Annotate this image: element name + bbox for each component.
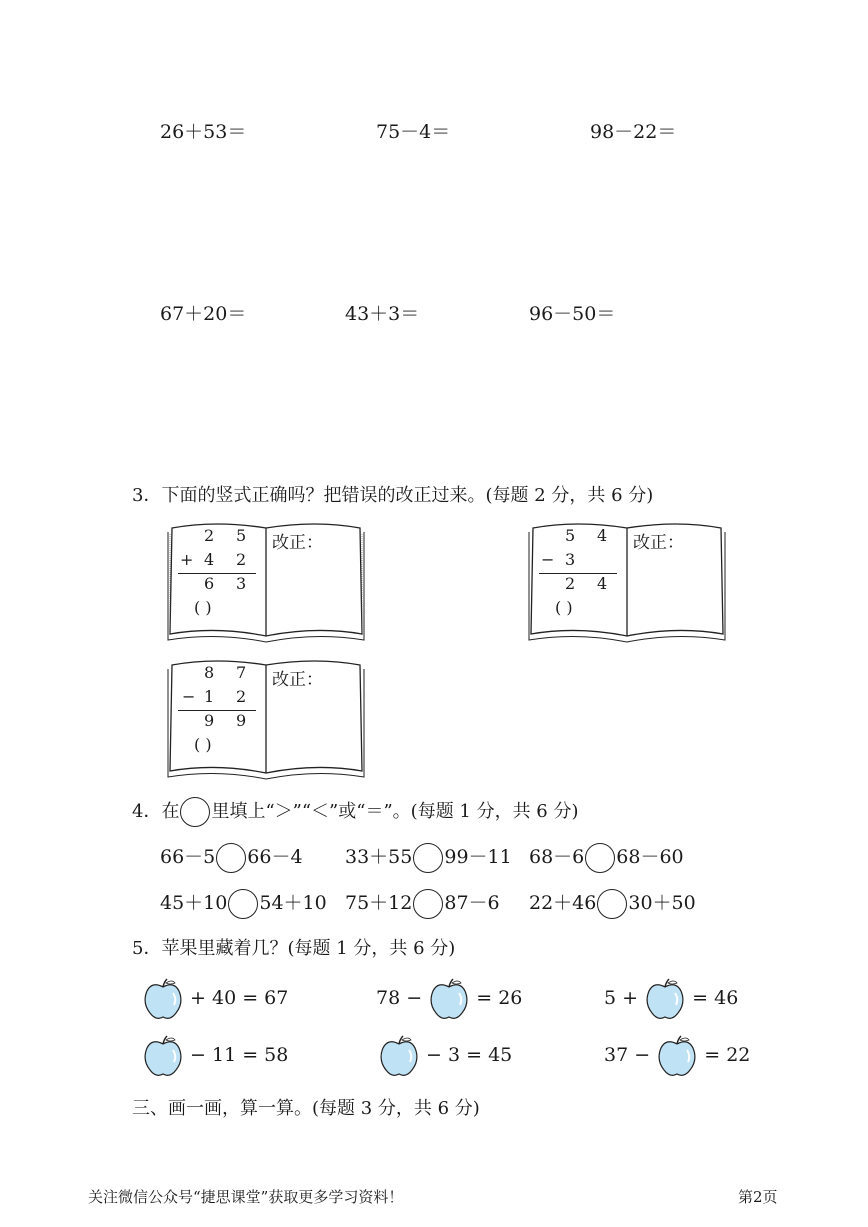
- operator: −: [541, 550, 555, 569]
- compare-left: 68－6: [529, 846, 585, 868]
- digit: 2: [236, 550, 247, 569]
- book-1: [166, 520, 366, 644]
- q3-heading: 3．下面的竖式正确吗？把错误的改正过来。(每题 2 分，共 6 分): [132, 485, 654, 506]
- digit: 7: [236, 663, 247, 682]
- digit: 9: [236, 711, 247, 730]
- q5-heading: 5．苹果里藏着几？(每题 1 分，共 6 分): [132, 938, 456, 959]
- apple-icon[interactable]: [428, 977, 470, 1021]
- equation-2: 75－4＝: [376, 121, 451, 143]
- digit: 3: [236, 574, 247, 593]
- equation-4: 67＋20＝: [160, 303, 247, 325]
- compare-circle[interactable]: [597, 889, 627, 919]
- compare-right: 54＋10: [259, 892, 327, 914]
- compare-circle[interactable]: [413, 889, 443, 919]
- compare-right: 68－60: [616, 846, 684, 868]
- digit: 8: [204, 663, 215, 682]
- vertical-calc: [176, 524, 260, 620]
- digit: 4: [204, 550, 215, 569]
- apple-icon[interactable]: [142, 977, 184, 1021]
- digit: 9: [204, 711, 215, 730]
- apple-post: − 11 = 58: [190, 1044, 289, 1066]
- compare-left: 22＋46: [529, 892, 597, 914]
- compare-left: 75＋12: [345, 892, 413, 914]
- book-3: [166, 657, 366, 781]
- answer-parentheses[interactable]: ( ): [194, 598, 212, 617]
- compare-right: 30＋50: [628, 892, 696, 914]
- compare-circle[interactable]: [216, 843, 246, 873]
- apple-post: − 3 = 45: [426, 1044, 513, 1066]
- apple-icon[interactable]: [644, 977, 686, 1021]
- compare-item-2: [345, 842, 512, 873]
- q4-heading-pre: 4．在: [132, 801, 180, 822]
- answer-parentheses[interactable]: ( ): [555, 598, 573, 617]
- apple-pre: 78 −: [376, 987, 423, 1009]
- equation-6: 96－50＝: [529, 303, 616, 325]
- operator: −: [182, 687, 196, 706]
- operator: +: [180, 550, 194, 569]
- apple-item-6: [604, 1034, 750, 1078]
- apple-item-3: [604, 977, 738, 1021]
- apple-icon[interactable]: [656, 1034, 698, 1078]
- page-number: 第2页: [738, 1188, 778, 1206]
- compare-left: 45＋10: [160, 892, 228, 914]
- vertical-calc: [537, 524, 621, 620]
- equation-5: 43＋3＝: [345, 303, 420, 325]
- vertical-calc: [176, 661, 260, 757]
- equation-1: 26＋53＝: [160, 121, 247, 143]
- apple-icon[interactable]: [378, 1034, 420, 1078]
- section3-heading: 三、画一画，算一算。(每题 3 分，共 6 分): [132, 1098, 480, 1119]
- apple-post: = 26: [476, 987, 523, 1009]
- answer-parentheses[interactable]: ( ): [194, 735, 212, 754]
- digit: 2: [236, 687, 247, 706]
- apple-item-5: [378, 1034, 512, 1078]
- apple-item-2: [376, 977, 522, 1021]
- digit: 5: [236, 526, 247, 545]
- compare-item-6: [529, 888, 696, 919]
- apple-post: = 46: [692, 987, 739, 1009]
- correction-label: 改正：: [272, 670, 323, 690]
- circle-icon: [180, 797, 210, 827]
- compare-circle[interactable]: [585, 843, 615, 873]
- compare-item-1: [160, 842, 303, 873]
- digit: 4: [597, 574, 608, 593]
- apple-pre: 37 −: [604, 1044, 651, 1066]
- digit: 1: [204, 687, 215, 706]
- compare-item-5: [345, 888, 500, 919]
- digit: 2: [204, 526, 215, 545]
- equation-3: 98－22＝: [590, 121, 677, 143]
- q4-heading: [132, 797, 579, 827]
- book-2: [527, 520, 727, 644]
- digit: 2: [565, 574, 576, 593]
- compare-circle[interactable]: [228, 889, 258, 919]
- apple-post: + 40 = 67: [190, 987, 289, 1009]
- compare-left: 33＋55: [345, 846, 413, 868]
- compare-right: 66－4: [247, 846, 303, 868]
- compare-right: 87－6: [444, 892, 500, 914]
- correction-label: 改正：: [272, 533, 323, 553]
- apple-item-1: [142, 977, 288, 1021]
- compare-right: 99－11: [444, 846, 512, 868]
- apple-post: = 22: [704, 1044, 751, 1066]
- q4-heading-post: 里填上“＞”“＜”或“＝”。(每题 1 分，共 6 分): [211, 801, 579, 822]
- compare-item-4: [160, 888, 327, 919]
- compare-left: 66－5: [160, 846, 216, 868]
- apple-icon[interactable]: [142, 1034, 184, 1078]
- digit: 6: [204, 574, 215, 593]
- compare-item-3: [529, 842, 684, 873]
- digit: 3: [565, 550, 576, 569]
- digit: 4: [597, 526, 608, 545]
- digit: 5: [565, 526, 576, 545]
- apple-item-4: [142, 1034, 288, 1078]
- correction-label: 改正：: [633, 533, 684, 553]
- compare-circle[interactable]: [413, 843, 443, 873]
- apple-pre: 5 +: [604, 987, 639, 1009]
- footer-promo: 关注微信公众号“捷思课堂”获取更多学习资料！: [88, 1188, 404, 1206]
